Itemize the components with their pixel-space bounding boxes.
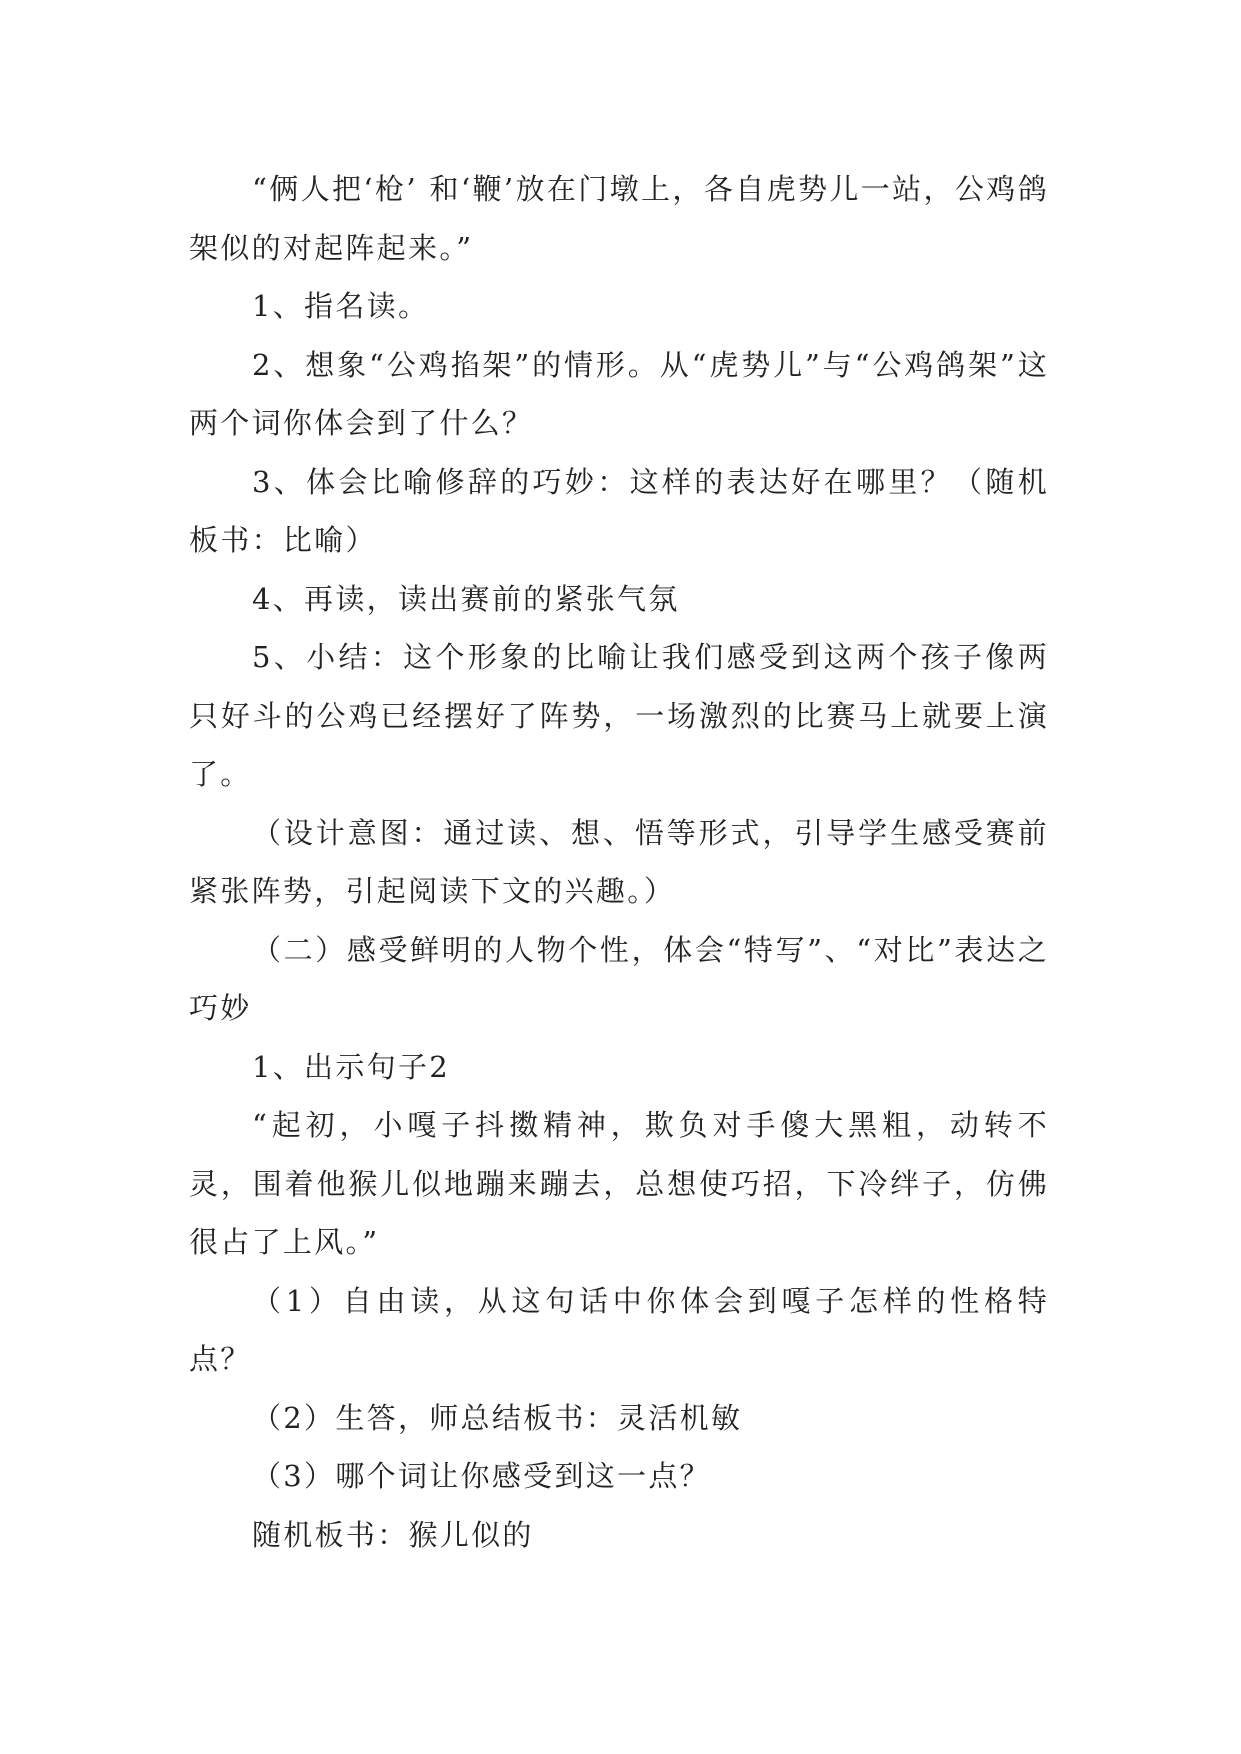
paragraph-step-2: 2、想象“公鸡掐架”的情形。从“虎势儿”与“公鸡鸽架”这两个词你体会到了什么？: [189, 347, 1049, 440]
paragraph-step-3: 3、体会比喻修辞的巧妙：这样的表达好在哪里？（随机板书：比喻）: [189, 464, 1049, 557]
paragraph-design-intent: （设计意图：通过读、想、悟等形式，引导学生感受赛前紧张阵势，引起阅读下文的兴趣。）: [189, 815, 1049, 908]
paragraph-board-note: 随机板书：猴儿似的: [252, 1517, 534, 1552]
paragraph-substep-1: （1）自由读，从这句话中你体会到嘎子怎样的性格特点？: [189, 1283, 1049, 1376]
paragraph-substep-3: （3）哪个词让你感受到这一点？: [252, 1459, 711, 1493]
document-body: [189, 160, 1049, 1564]
paragraph-quote-2: “起初，小嘎子抖擞精神，欺负对手傻大黑粗，动转不灵，围着他猴儿似地蹦来蹦去，总想使巧招，下冷绊子，仿佛很占了上风。”: [189, 1108, 1049, 1259]
paragraph-step-4: 4、再读，读出赛前的紧张气氛: [252, 581, 680, 616]
paragraph-section-heading: （二）感受鲜明的人物个性，体会“特写”、“对比”表达之巧妙: [189, 932, 1049, 1025]
paragraph-show-sentence: 1、出示句子2: [252, 1049, 451, 1084]
paragraph-step-5: 5、小结：这个形象的比喻让我们感受到这两个孩子像两只好斗的公鸡已经摆好了阵势，一场激烈的比赛马上就要上演了。: [189, 640, 1049, 791]
paragraph-step-1: 1、指名读。: [252, 289, 430, 323]
paragraph-quote-1: “俩人把‘枪’ 和‘鞭’放在门墩上，各自虎势儿一站，公鸡鸽架似的对起阵起来。”: [189, 172, 1049, 265]
paragraph-substep-2: （2）生答，师总结板书：灵活机敏: [252, 1400, 743, 1435]
